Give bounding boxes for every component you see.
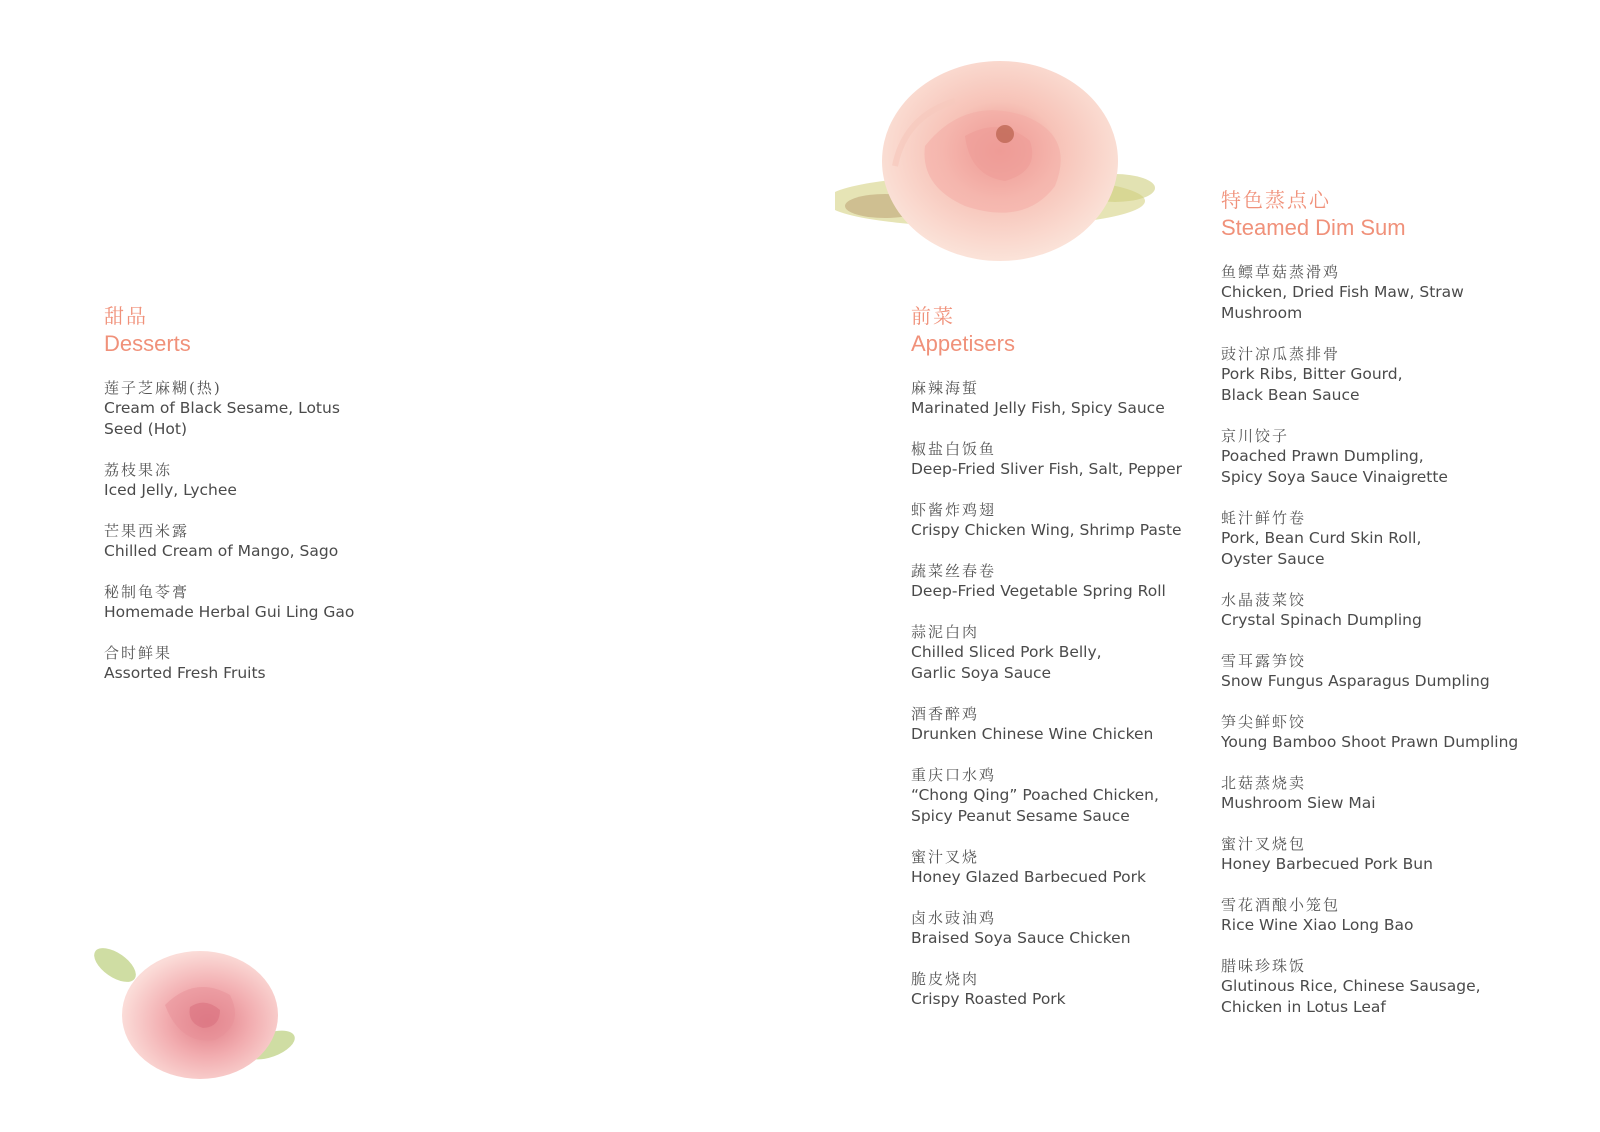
menu-item xyxy=(1221,426,1561,488)
section-title-en: Desserts xyxy=(104,331,191,356)
menu-item xyxy=(104,643,444,684)
menu-item-zh: 卤水豉油鸡 xyxy=(911,909,997,927)
menu-item-en: Chilled Sliced Pork Belly, Garlic Soya Sauce xyxy=(911,643,1102,682)
menu-item xyxy=(1221,773,1561,814)
menu-item-en: Pork Ribs, Bitter Gourd, Black Bean Sauce xyxy=(1221,365,1403,404)
menu-item-en: Braised Soya Sauce Chicken xyxy=(911,929,1131,947)
menu-item-en: Drunken Chinese Wine Chicken xyxy=(911,725,1154,743)
watercolor-rose-icon xyxy=(85,935,305,1090)
menu-item xyxy=(911,500,1211,541)
menu-item-zh: 水晶菠菜饺 xyxy=(1221,591,1307,609)
menu-item-zh: 合时鲜果 xyxy=(104,644,173,662)
menu-item xyxy=(1221,712,1561,753)
menu-item-en: Crispy Chicken Wing, Shrimp Paste xyxy=(911,521,1182,539)
menu-item-en: Homemade Herbal Gui Ling Gao xyxy=(104,603,355,621)
menu-item-en: Honey Glazed Barbecued Pork xyxy=(911,868,1147,886)
menu-item xyxy=(911,908,1211,949)
menu-item-zh: 腊味珍珠饭 xyxy=(1221,957,1307,975)
menu-item-zh: 豉汁凉瓜蒸排骨 xyxy=(1221,345,1341,363)
menu-item-en: Young Bamboo Shoot Prawn Dumpling xyxy=(1221,733,1519,751)
menu-item-zh: 虾酱炸鸡翅 xyxy=(911,501,997,519)
menu-item-zh: 蚝汁鲜竹卷 xyxy=(1221,509,1307,527)
menu-item xyxy=(911,378,1211,419)
menu-item-zh: 雪花酒酿小笼包 xyxy=(1221,896,1341,914)
menu-item-en: Chicken, Dried Fish Maw, Straw Mushroom xyxy=(1221,283,1464,322)
dimsum-section xyxy=(1221,188,1561,1038)
menu-item xyxy=(911,969,1211,1010)
desserts-section xyxy=(104,304,444,704)
section-title-en: Appetisers xyxy=(911,331,1015,356)
menu-item-zh: 莲子芝麻糊(热) xyxy=(104,379,222,397)
menu-item-en: Crispy Roasted Pork xyxy=(911,990,1066,1008)
menu-item-zh: 蜜汁叉烧 xyxy=(911,848,980,866)
menu-item xyxy=(911,704,1211,745)
section-title-zh: 甜品 xyxy=(104,304,148,328)
menu-item xyxy=(911,439,1211,480)
menu-item-zh: 京川饺子 xyxy=(1221,427,1290,445)
menu-item-en: Pork, Bean Curd Skin Roll, Oyster Sauce xyxy=(1221,529,1422,568)
menu-item xyxy=(1221,956,1561,1018)
menu-item-en: Glutinous Rice, Chinese Sausage, Chicken in Lotus Leaf xyxy=(1221,977,1481,1016)
menu-item xyxy=(104,582,444,623)
menu-item xyxy=(1221,344,1561,406)
menu-item-zh: 笋尖鲜虾饺 xyxy=(1221,713,1307,731)
menu-item xyxy=(104,521,444,562)
menu-item xyxy=(104,378,444,440)
menu-item-zh: 麻辣海蜇 xyxy=(911,379,980,397)
menu-item-zh: 椒盐白饭鱼 xyxy=(911,440,997,458)
menu-item-en: Deep-Fried Sliver Fish, Salt, Pepper xyxy=(911,460,1183,478)
menu-item-zh: 酒香醉鸡 xyxy=(911,705,980,723)
watercolor-rose-icon xyxy=(835,56,1175,276)
section-title-zh: 前菜 xyxy=(911,304,955,328)
menu-item-zh: 蔬菜丝春卷 xyxy=(911,562,997,580)
menu-item xyxy=(911,561,1211,602)
menu-item-zh: 鱼鳔草菇蒸滑鸡 xyxy=(1221,263,1341,281)
menu-item-en: Marinated Jelly Fish, Spicy Sauce xyxy=(911,399,1165,417)
menu-item xyxy=(911,847,1211,888)
section-title-zh: 特色蒸点心 xyxy=(1221,188,1331,212)
menu-item xyxy=(1221,895,1561,936)
menu-item-zh: 蒜泥白肉 xyxy=(911,623,980,641)
menu-item xyxy=(1221,262,1561,324)
menu-item xyxy=(1221,590,1561,631)
menu-item-zh: 蜜汁叉烧包 xyxy=(1221,835,1307,853)
menu-item-en: Cream of Black Sesame, Lotus Seed (Hot) xyxy=(104,399,340,438)
menu-item-zh: 北菇蒸烧卖 xyxy=(1221,774,1307,792)
menu-item xyxy=(1221,834,1561,875)
menu-item-en: Poached Prawn Dumpling, Spicy Soya Sauce Vinaigrette xyxy=(1221,447,1448,486)
menu-item-zh: 荔枝果冻 xyxy=(104,461,173,479)
menu-item-en: Mushroom Siew Mai xyxy=(1221,794,1376,812)
menu-item-zh: 秘制龟苓膏 xyxy=(104,583,190,601)
menu-item-en: Assorted Fresh Fruits xyxy=(104,664,266,682)
appetisers-section xyxy=(911,304,1211,1030)
menu-item-zh: 重庆口水鸡 xyxy=(911,766,997,784)
menu-item xyxy=(104,460,444,501)
menu-item xyxy=(1221,508,1561,570)
menu-item-zh: 脆皮烧肉 xyxy=(911,970,980,988)
menu-item-en: Chilled Cream of Mango, Sago xyxy=(104,542,339,560)
menu-item-en: Iced Jelly, Lychee xyxy=(104,481,237,499)
menu-item xyxy=(1221,651,1561,692)
menu-item-en: Snow Fungus Asparagus Dumpling xyxy=(1221,672,1490,690)
section-title-en: Steamed Dim Sum xyxy=(1221,215,1406,240)
menu-item-en: Deep-Fried Vegetable Spring Roll xyxy=(911,582,1166,600)
menu-item-en: Honey Barbecued Pork Bun xyxy=(1221,855,1433,873)
menu-item-zh: 芒果西米露 xyxy=(104,522,190,540)
menu-item-en: “Chong Qing” Poached Chicken, Spicy Peanut Sesame Sauce xyxy=(911,786,1159,825)
menu-item-en: Crystal Spinach Dumpling xyxy=(1221,611,1422,629)
menu-item-en: Rice Wine Xiao Long Bao xyxy=(1221,916,1414,934)
menu-item xyxy=(911,765,1211,827)
menu-item-zh: 雪耳露笋饺 xyxy=(1221,652,1307,670)
menu-item xyxy=(911,622,1211,684)
